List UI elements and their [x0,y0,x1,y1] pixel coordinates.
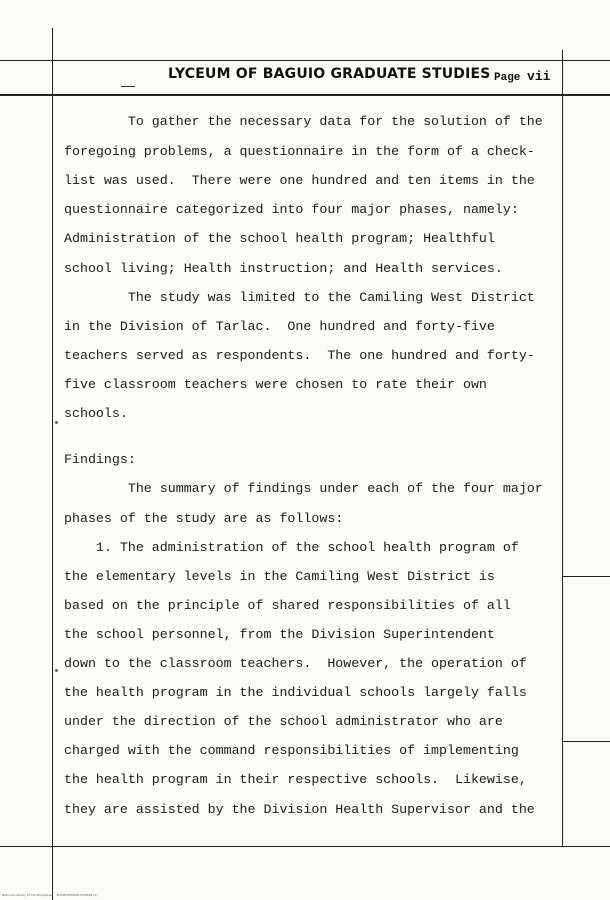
text-line: phases of the study are as follows: [64,511,344,526]
footer-rule [0,846,610,847]
page-label-text: Page [494,72,528,84]
text-line: the school personnel, from the Division Superintendent [64,627,495,642]
page-number: vii [527,69,551,84]
left-margin-rule [52,28,53,900]
text-line: under the direction of the school administrator who are [64,714,503,729]
text-line: based on the principle of shared responsibilities of all [64,598,511,613]
text-line: teachers served as respondents. The one hundred and forty- [64,348,535,363]
text-line: school living; Health instruction; and Health services. [64,261,503,276]
header-bottom-rule [0,94,610,96]
header-mark [121,86,135,87]
text-line: To gather the necessary data for the solution of the [64,114,543,129]
scan-speck [55,669,58,672]
library-footer: National Library of the Philippines RUFPRVE0000124HBOB (1) [2,893,98,897]
scan-speck [55,421,58,424]
text-line: the health program in the individual schools largely falls [64,685,527,700]
text-line: they are assisted by the Division Health Supervisor and the [64,802,535,817]
text-line: questionnaire categorized into four major phases, namely: [64,202,519,217]
text-line: Administration of the school health program; Healthful [64,231,495,246]
text-line: list was used. There were one hundred and ten items in the [64,173,535,188]
page-title: LYCEUM OF BAGUIO GRADUATE STUDIES [168,66,491,82]
right-margin-rule [562,50,563,846]
text-line: 1. The administration of the school health program of [64,540,519,555]
text-line: charged with the command responsibilities of implementing [64,743,519,758]
header-top-rule [0,60,610,61]
text-line: five classroom teachers were chosen to rate their own [64,377,487,392]
text-line: the elementary levels in the Camiling West District is [64,569,495,584]
text-line: The summary of findings under each of the four major [64,481,543,496]
section-heading: Findings: [64,452,136,467]
page-number-label [494,69,550,84]
text-line: down to the classroom teachers. However, the operation of [64,656,527,671]
text-line: schools. [64,406,128,421]
right-tick-2 [563,741,610,742]
right-tick-1 [563,576,610,577]
text-line: foregoing problems, a questionnaire in the form of a check- [64,144,535,159]
text-line: the health program in their respective schools. Likewise, [64,772,527,787]
text-line: The study was limited to the Camiling West District [64,290,535,305]
text-line: in the Division of Tarlac. One hundred and forty-five [64,319,495,334]
